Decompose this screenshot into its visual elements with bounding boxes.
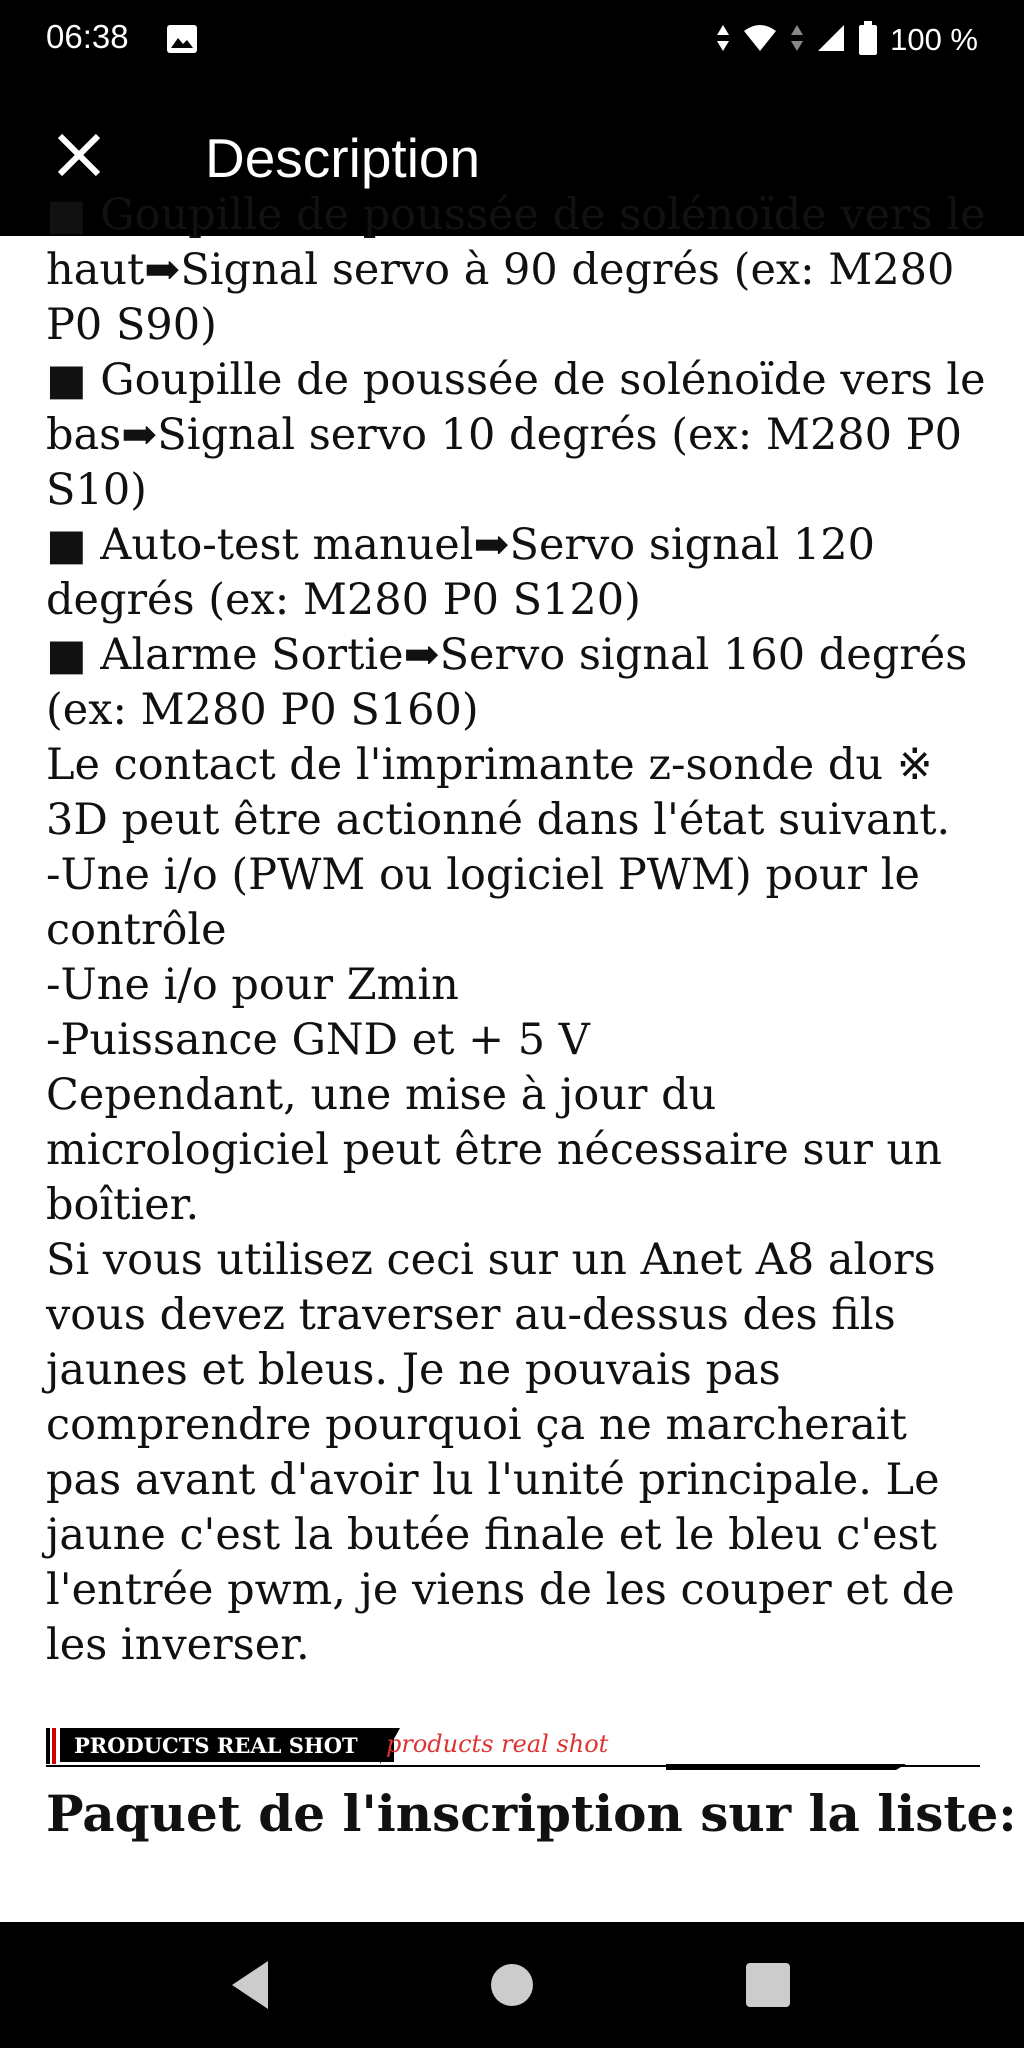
description-paragraph: ■ Goupille de poussée de solénoïde vers le bas➡Signal servo 10 degrés (ex: M280 P0 S10) [46, 355, 986, 515]
description-paragraph: -Une i/o (PWM ou logiciel PWM) pour le contrôle [46, 850, 920, 955]
signal-icon [816, 23, 846, 58]
status-bar [0, 0, 1024, 80]
banner-script: products real shot [386, 1730, 609, 1758]
page-title: Description [205, 127, 481, 189]
data-arrows-icon [790, 23, 804, 58]
image-icon [166, 24, 198, 54]
description-paragraph: Cependant, une mise à jour du micrologiciel peut être nécessaire sur un boîtier. [46, 1070, 942, 1230]
description-paragraph: -Puissance GND et + 5 V [46, 1015, 590, 1065]
home-circle-icon[interactable] [482, 1955, 542, 2015]
description-content[interactable] [0, 190, 1024, 1921]
navigation-bar [0, 1922, 1024, 2048]
products-real-shot-banner [46, 1724, 980, 1772]
description-text [46, 188, 986, 1673]
description-paragraph: -Une i/o pour Zmin [46, 960, 459, 1010]
description-paragraph: ■ Auto-test manuel➡Servo signal 120 degrés (ex: M280 P0 S120) [46, 520, 875, 625]
back-triangle-icon[interactable] [222, 1955, 282, 2015]
description-paragraph: Le contact de l'imprimante z-sonde du ※ 3D peut être actionné dans l'état suivant. [46, 740, 951, 845]
description-paragraph: ■ Goupille de poussée de solénoïde vers le haut➡Signal servo à 90 degrés (ex: M280 P0 S90) [46, 190, 986, 350]
status-icons [716, 18, 978, 62]
data-arrows-icon [716, 23, 730, 58]
recents-square-icon[interactable] [738, 1955, 798, 2015]
banner-label: PRODUCTS REAL SHOT [60, 1728, 394, 1762]
description-paragraph: Si vous utilisez ceci sur un Anet A8 alors vous devez traverser au-dessus des fils jaunes et bleus. Je ne pouvais pas comprendre pourquoi ça ne marcherait pas avant d'avoir lu l'unité principale. Le jaune c'est la butée finale et le bleu c'est l'entrée pwm, je viens de les couper et de les inverser. [46, 1235, 955, 1670]
description-paragraph: ■ Alarme Sortie➡Servo signal 160 degrés (ex: M280 P0 S160) [46, 630, 968, 735]
wifi-icon [742, 23, 778, 58]
battery-icon [858, 21, 878, 60]
close-icon[interactable] [40, 116, 120, 196]
status-time: 06:38 [46, 18, 129, 55]
battery-percentage: 100 % [890, 22, 978, 57]
section-heading: Paquet de l'inscription sur la liste: [46, 1784, 1017, 1843]
